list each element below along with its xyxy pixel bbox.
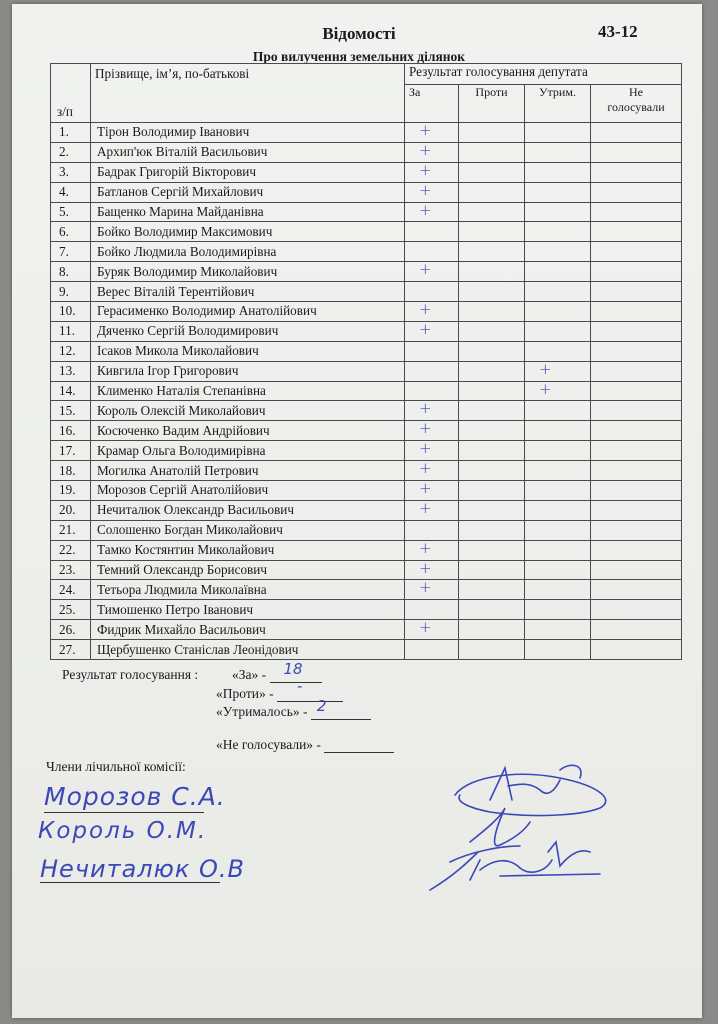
handwritten-plus-mark: + [419, 399, 432, 418]
document-subtitle: Про вилучення земельних ділянок [252, 49, 466, 64]
row-number: 15. [51, 401, 91, 421]
commission-member-1: Морозов С.А. [44, 782, 226, 811]
row-number: 4. [51, 182, 91, 202]
row-full-name: Щербушенко Станіслав Леонідович [91, 640, 405, 660]
row-number: 1. [51, 123, 91, 143]
signature-2 [450, 808, 530, 880]
signature-3 [430, 842, 600, 890]
row-number: 20. [51, 500, 91, 520]
handwritten-plus-mark: + [419, 160, 432, 179]
handwritten-plus-mark: + [419, 439, 432, 458]
row-number: 3. [51, 162, 91, 182]
row-full-name: Нечиталюк Олександр Васильович [91, 500, 405, 520]
row-full-name: Косюченко Вадим Андрійович [91, 421, 405, 441]
row-full-name: Солошенко Богдан Миколайович [91, 520, 405, 540]
result-ne-label: «Не голосували» - [216, 737, 321, 752]
row-full-name: Батланов Сергій Михайлович [91, 182, 405, 202]
row-full-name: Ісаков Микола Миколайович [91, 341, 405, 361]
row-number: 8. [51, 262, 91, 282]
result-proty-value: - [296, 677, 303, 695]
row-number: 14. [51, 381, 91, 401]
row-full-name: Кивгила Ігор Григорович [91, 361, 405, 381]
header-number: з/п [51, 64, 91, 123]
row-number: 7. [51, 242, 91, 262]
handwritten-plus-mark: + [419, 618, 432, 637]
row-full-name: Фидрик Михайло Васильович [91, 620, 405, 640]
row-full-name: Герасименко Володимир Анатолійович [91, 302, 405, 322]
result-za-label: «За» - [232, 667, 267, 682]
row-full-name: Крамар Ольга Володимирівна [91, 441, 405, 461]
handwritten-plus-mark: + [419, 319, 432, 338]
row-number: 25. [51, 600, 91, 620]
row-number: 17. [51, 441, 91, 461]
handwritten-plus-mark: + [419, 479, 432, 498]
row-number: 27. [51, 640, 91, 660]
document-number: 43-12 [598, 22, 638, 41]
row-full-name: Тетьора Людмила Миколаївна [91, 580, 405, 600]
handwritten-plus-mark: + [419, 459, 432, 478]
handwritten-plus-mark: + [419, 498, 432, 517]
header-za: За [405, 85, 459, 123]
handwritten-plus-mark: + [419, 578, 432, 597]
row-number: 13. [51, 361, 91, 381]
row-number: 6. [51, 222, 91, 242]
row-full-name: Морозов Сергій Анатолійович [91, 481, 405, 501]
row-full-name: Темний Олександр Борисович [91, 560, 405, 580]
row-number: 9. [51, 282, 91, 302]
handwritten-plus-mark: + [419, 140, 432, 159]
result-za-value: 18 [283, 660, 303, 678]
row-number: 24. [51, 580, 91, 600]
row-number: 12. [51, 341, 91, 361]
result-utrym-label: «Утрималось» - [216, 704, 308, 719]
header-ne-line2: голосували [607, 100, 665, 114]
row-number: 10. [51, 302, 91, 322]
header-proty: Проти [459, 85, 525, 123]
row-number: 18. [51, 461, 91, 481]
row-full-name: Буряк Володимир Миколайович [91, 262, 405, 282]
commission-label: Члени лічильної комісії: [46, 759, 186, 774]
row-number: 16. [51, 421, 91, 441]
row-full-name: Тамко Костянтин Миколайович [91, 540, 405, 560]
row-number: 21. [51, 520, 91, 540]
result-proty-label: «Проти» - [216, 686, 274, 701]
handwritten-plus-mark: + [539, 379, 552, 398]
results-label: Результат голосування : [62, 667, 199, 682]
row-full-name: Клименко Наталія Степанівна [91, 381, 405, 401]
handwritten-plus-mark: + [419, 419, 432, 438]
header-ne-line1: Не [629, 85, 644, 99]
signature-1 [455, 765, 606, 815]
row-number: 5. [51, 202, 91, 222]
commission-member-2: Король О.М. [38, 818, 208, 844]
row-number: 22. [51, 540, 91, 560]
row-number: 23. [51, 560, 91, 580]
row-number: 11. [51, 321, 91, 341]
row-number: 2. [51, 142, 91, 162]
row-number: 26. [51, 620, 91, 640]
row-full-name: Бойко Людмила Володимирівна [91, 242, 405, 262]
header-utrym: Утрим. [525, 85, 591, 123]
handwritten-plus-mark: + [419, 538, 432, 557]
row-full-name: Дяченко Сергій Володимирович [91, 321, 405, 341]
row-full-name: Тимошенко Петро Іванович [91, 600, 405, 620]
row-full-name: Архип'юк Віталій Васильович [91, 142, 405, 162]
handwritten-plus-mark: + [539, 359, 552, 378]
row-full-name: Бащенко Марина Майданівна [91, 202, 405, 222]
row-full-name: Король Олексій Миколайович [91, 401, 405, 421]
handwritten-plus-mark: + [419, 300, 432, 319]
row-full-name: Могилка Анатолій Петрович [91, 461, 405, 481]
row-full-name: Тірон Володимир Іванович [91, 123, 405, 143]
document-title: Відомості [322, 24, 396, 43]
handwritten-plus-mark: + [419, 180, 432, 199]
result-utrym-value: 2 [316, 697, 327, 715]
handwritten-plus-mark: + [419, 558, 432, 577]
handwritten-plus-mark: + [419, 121, 432, 139]
row-full-name: Бойко Володимир Максимович [91, 222, 405, 242]
row-number: 19. [51, 481, 91, 501]
commission-member-3: Нечиталюк О.В [40, 855, 245, 883]
handwritten-plus-mark: + [419, 200, 432, 219]
row-full-name: Бадрак Григорій Вікторович [91, 162, 405, 182]
header-vote-result: Результат голосування депутата [405, 64, 682, 85]
handwritten-plus-mark: + [419, 260, 432, 279]
header-full-name: Прізвище, ім’я, по-батькові [91, 64, 405, 123]
row-full-name: Верес Віталій Терентійович [91, 282, 405, 302]
